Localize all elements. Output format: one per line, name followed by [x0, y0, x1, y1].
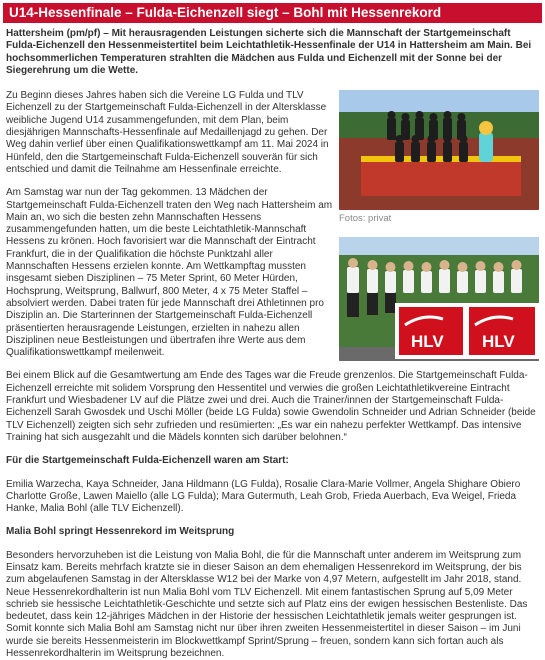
- paragraph-result: Bei einem Blick auf die Gesamtwertung am Ende des Tages war die Freude grenzenlos. Die Startgemeinschaft Fulda-Eichenzell erreichte mit solidem Vorsprung den Hessentitel und verwies die großen Leichtathletikvereine Eintracht Frankfurt und Wiesbadener LV auf die Plätze zwei und drei. Auch die Trainer/innen der Startgemeinschaft Fulda-Eichenzell Sarah Gwosdek und Uschi Möller (beide LG Fulda) sowie Gwendolin Schneider und Adrian Schneider (beide TLV Eichenzell) zeigten sich sehr zufrieden und resümierten: „Es war ein nahezu perfekter Wettkampf. Das intensive Training hat sich ausgezahlt und die Mädels konnten sich darüber belohnen.“: [6, 370, 536, 443]
- left-text-column: [6, 90, 333, 370]
- team-heading: Für die Startgemeinschaft Fulda-Eichenzell waren am Start:: [6, 455, 289, 467]
- team-podium-photo[interactable]: [339, 90, 539, 210]
- article-headline: U14-Hessenfinale – Fulda-Eichenzell siegt – Bohl mit Hessenrekord: [3, 3, 542, 23]
- record-heading: Malia Bohl springt Hessenrekord im Weitsprung: [6, 526, 235, 538]
- photo-column: [339, 90, 539, 370]
- article-body: [0, 28, 545, 660]
- paragraph-intro: Zu Beginn dieses Jahres haben sich die Vereine LG Fulda und TLV Eichenzell zu der Startgemeinschaft Fulda-Eichenzell in der Altersklasse weibliche Jugend U14 zusammengefunden, mit dem Plan, beim diesjährigen Mannschafts-Hessenfinale auf Medaillenjagd zu gehen. Der Weg dahin verlief über einen Qualifikationswettkampf am 11. Mai 2024 in Hünfeld, den die Startgemeinschaft Fulda-Eichenzell souverän für sich entschied und damit die Teilnahme am Hessenfinale erreichte.: [6, 90, 329, 175]
- hlv-banner-right: HLV: [482, 332, 515, 352]
- paragraph-competition: Am Samstag war nun der Tag gekommen. 13 Mädchen der Startgemeinschaft Fulda-Eichenzell traten den Weg nach Hattersheim am Main an, wo sich die besten zehn Mannschaften Hessens zusammengefunden hatten, um die beste Leichtathletik-Mannschaft Hessens zu krönen. Hoch favorisiert war die Mannschaft der Eintracht Frankfurt, die in der Qualifikation die höchste Punktzahl aller Mannschaften Hessens erzielen konnte. Am Wettkampftag mussten insgesamt sieben Disziplinen – 75 Meter Sprint, 60 Meter Hürden, Hochsprung, Weitsprung, Ballwurf, 800 Meter, 4 x 75 Meter Staffel – absolviert werden. Dabei traten für jede Mannschaft drei Athletinnen pro Disziplin an. Die Starterinnen der Startgemeinschaft Fulda-Eichenzell präsentierten herausragende Leistungen, erzielten in nahezu allen Disziplinen neue Bestleistungen und übertrafen ihre Werte aus dem Qualifikationswettkampf meilenweit.: [6, 187, 333, 359]
- text-photo-row: [6, 90, 539, 370]
- hlv-banner-left: HLV: [411, 332, 444, 352]
- photo-caption: Fotos: privat: [339, 213, 392, 225]
- team-banner-photo[interactable]: [339, 237, 539, 361]
- article-lead: Hattersheim (pm/pf) – Mit herausragenden Leistungen sicherte sich die Mannschaft der Startgemeinschaft Fulda-Eichenzell den Hessenmeistertitel beim Leichtathletik-Hessenfinale der U14 in Hattersheim am Main. Bei hochsommerlichen Temperaturen strahlten die Mädchen aus Fulda und Eichenzell mit der Sonne bei der Siegerehrung um die Wette.: [6, 28, 532, 76]
- team-list: Emilia Warzecha, Kaya Schneider, Jana Hildmann (LG Fulda), Rosalie Clara-Marie Vollmer, Angela Shighare Obiero Charlotte Große, Lawen Maiello (alle LG Fulda); Mara Gutermuth, Leah Grob, Frieda Auerbach, Eva Weigel, Frieda Hanke, Malia Bohl (alle TLV Eichenzell).: [6, 478, 521, 515]
- record-paragraph: Besonders hervorzuheben ist die Leistung von Malia Bohl, die für die Mannschaft unter anderem im Weitsprung zum Einsatz kam. Bereits mehrfach kratzte sie in dieser Saison an dem ehemaligen Hessenrekord im Weitsprung, der bis zum abgelaufenen Samstag in der Altersklasse W12 bei der Marke von 4,97 Metern, aufgestellt im Jahr 2018, stand. Neue Hessenrekordhalterin ist nun Malia Bohl vom TLV Eichenzell. Mit einem fantastischen Sprung auf 5,09 Meter schrieb sie hessische Leichtathletik-Geschichte und setzte sich auf Platz eins der ewigen hessischen Bestenliste. Das bedeutet, dass kein 12-jähriges Mädchen in der Historie der hessischen Leichtathletik jemals weiter gesprungen ist. Somit konnte sich Malia Bohl am Samstag nicht nur über ihren zweiten Hessenmeistertitel in dieser Saison – im Juni wurde sie bereits Hessenmeisterin im Blockwettkampf Sprint/Sprung – freuen, sondern kann sich fortan auch als Hessenrekordhalterin im Weitsprung bezeichnen.: [6, 549, 528, 660]
